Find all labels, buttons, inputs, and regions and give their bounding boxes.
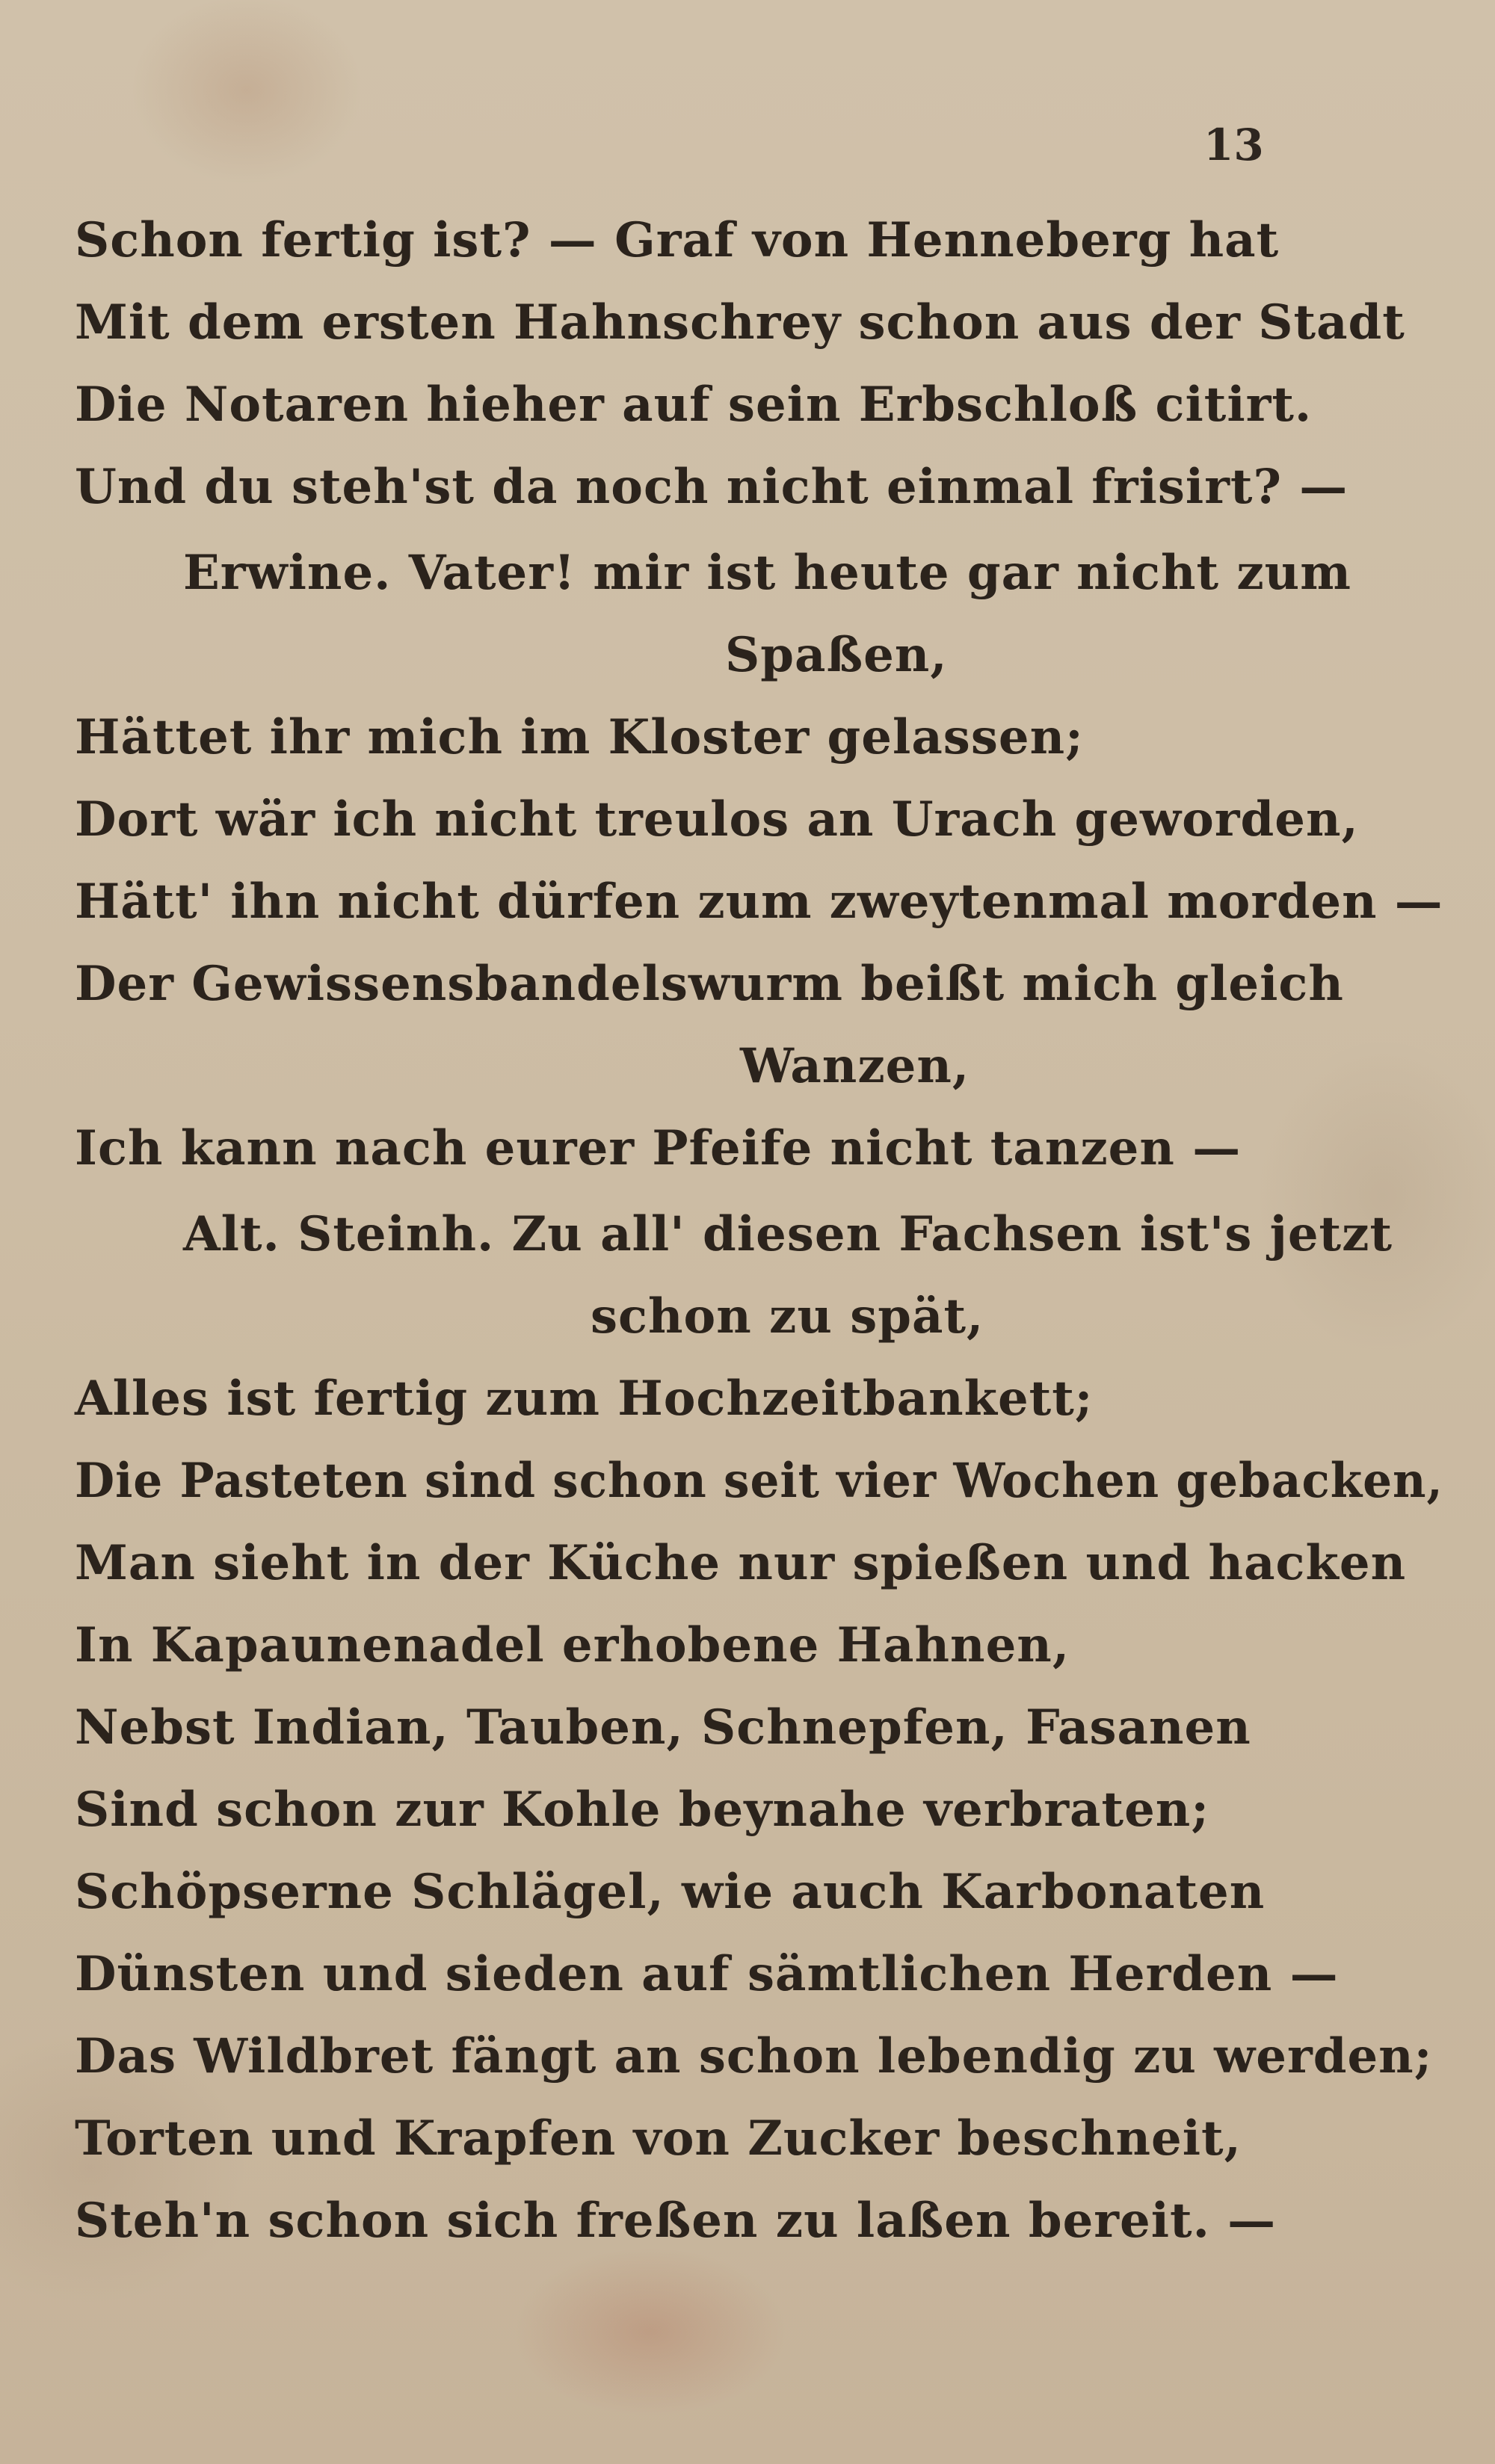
- speech-line-erwine: Erwine. Vater! mir ist heute gar nicht zum: [183, 545, 1351, 601]
- verse-line-9: Der Gewissensbandelswurm beißt mich gleich: [75, 956, 1344, 1012]
- verse-line-2: Mit dem ersten Hahnschrey schon aus der Stadt: [75, 294, 1405, 351]
- verse-line-continuation: Spaßen,: [725, 627, 948, 683]
- verse-line-8: Hätt' ihn nicht dürfen zum zweytenmal morden —: [75, 874, 1443, 930]
- verse-line-22: Das Wildbret fängt an schon lebendig zu werden;: [75, 2028, 1433, 2084]
- verse-line-15: Die Pasteten sind schon seit vier Wochen gebacken,: [75, 1453, 1443, 1509]
- verse-line-continuation: schon zu spät,: [591, 1288, 984, 1344]
- verse-line-6: Hättet ihr mich im Kloster gelassen;: [75, 709, 1084, 765]
- speech-line-alt-steinh: Alt. Steinh. Zu all' diesen Fachsen ist's jetzt: [183, 1206, 1393, 1262]
- verse-line-21: Dünsten und sieden auf sämtlichen Herden —: [75, 1946, 1339, 2002]
- verse-line-24: Steh'n schon sich freßen zu laßen bereit. —: [75, 2193, 1277, 2249]
- verse-line-19: Sind schon zur Kohle beynahe verbraten;: [75, 1782, 1209, 1838]
- page-number: 13: [1203, 120, 1264, 170]
- verse-line-14: Alles ist fertig zum Hochzeitbankett;: [75, 1371, 1094, 1427]
- verse-line-3: Die Notaren hieher auf sein Erbschloß citirt.: [75, 377, 1313, 433]
- verse-line-4: Und du steh'st da noch nicht einmal frisirt? —: [75, 459, 1348, 515]
- verse-line-23: Torten und Krapfen von Zucker beschneit,: [75, 2111, 1242, 2167]
- verse-line-1: Schon fertig ist? — Graf von Henneberg hat: [75, 212, 1280, 268]
- verse-line-continuation: Wanzen,: [740, 1038, 970, 1094]
- verse-line-18: Nebst Indian, Tauben, Schnepfen, Fasanen: [75, 1699, 1251, 1756]
- verse-line-16: Man sieht in der Küche nur spießen und hacken: [75, 1535, 1407, 1591]
- verse-line-20: Schöpserne Schlägel, wie auch Karbonaten: [75, 1864, 1266, 1920]
- verse-line-17: In Kapaunenadel erhobene Hahnen,: [75, 1617, 1070, 1673]
- verse-line-11: Ich kann nach eurer Pfeife nicht tanzen —: [75, 1120, 1242, 1176]
- verse-line-7: Dort wär ich nicht treulos an Urach geworden,: [75, 791, 1359, 847]
